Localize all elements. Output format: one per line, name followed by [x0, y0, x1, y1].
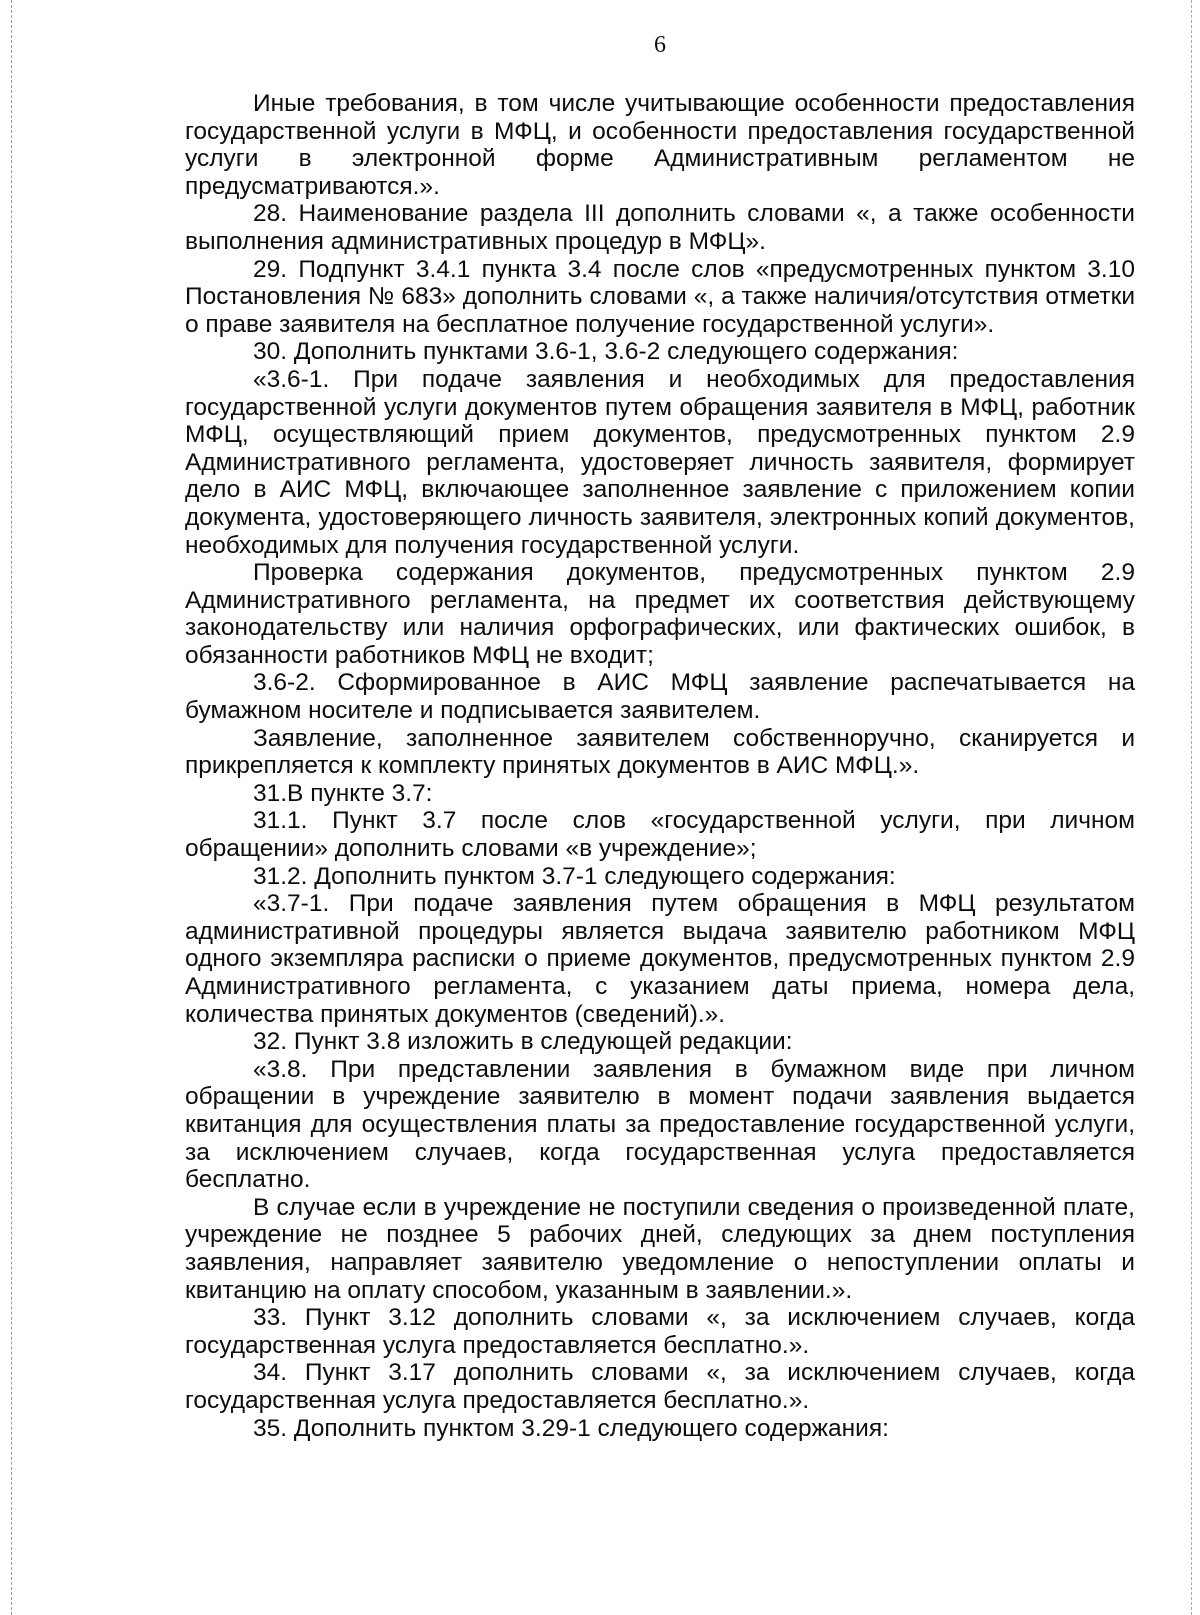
paragraph: 30. Дополнить пунктами 3.6-1, 3.6-2 следующего содержания: — [253, 338, 959, 366]
paragraph: «3.6-1. При подаче заявления и необходимых для предоставления государственной услуги документов путем обращения заявителя в МФЦ, работник МФЦ, осуществляющий прием документов, предусмотренных пунктом 2.9 Административного регламента, удостоверяет личность заявителя, формирует дело в АИС МФЦ, включающее заполненное заявление с приложением копии документа, удостоверяющего личность заявителя, электронных копий документов, необходимых для получения государственной услуги. — [185, 365, 1135, 559]
paragraph: 31.1. Пункт 3.7 после слов «государственной услуги, при личном обращении» дополнить словами «в учреждение»; — [185, 807, 1135, 863]
paragraph: Иные требования, в том числе учитывающие особенности предоставления государственной услуги в МФЦ, и особенности предоставления государственной услуги в электронной форме Административным регламентом не предусматриваются.». — [185, 90, 1135, 200]
paragraph: «3.8. При представлении заявления в бумажном виде при личном обращении в учреждение заявителю в момент подачи заявления выдается квитанция для осуществления платы за предоставление государственной услуги, за исключением случаев, когда государственная услуга предоставляется бесплатно. — [185, 1055, 1135, 1194]
paragraph: 35. Дополнить пунктом 3.29-1 следующего содержания: — [253, 1414, 889, 1442]
page-number: 6 — [654, 32, 666, 58]
scan-edge-left — [11, 0, 12, 1615]
paragraph: Заявление, заполненное заявителем собственноручно, сканируется и прикрепляется к комплекту принятых документов в АИС МФЦ.». — [185, 724, 1135, 780]
paragraph: 31.2. Дополнить пунктом 3.7-1 следующего содержания: — [253, 862, 896, 890]
paragraph: 34. Пункт 3.17 дополнить словами «, за исключением случаев, когда государственная услуга предоставляется бесплатно.». — [185, 1359, 1135, 1414]
paragraph: 32. Пункт 3.8 изложить в следующей редакции: — [253, 1028, 793, 1056]
paragraph: 28. Наименование раздела III дополнить словами «, а также особенности выполнения административных процедур в МФЦ». — [185, 200, 1135, 255]
paragraph: Проверка содержания документов, предусмотренных пунктом 2.9 Административного регламента, на предмет их соответствия действующему законодательству или наличия орфографических, или фактических ошибок, в обязанности работников МФЦ не входит; — [185, 559, 1135, 669]
document-body — [185, 90, 1135, 1442]
paragraph: 31.В пункте 3.7: — [253, 779, 433, 807]
scan-edge-right — [1191, 0, 1192, 1615]
paragraph: 29. Подпункт 3.4.1 пункта 3.4 после слов «предусмотренных пунктом 3.10 Постановления № 683» дополнить словами «, а также наличия/отсутствия отметки о праве заявителя на бесплатное получение государственной услуги». — [185, 255, 1135, 338]
paragraph: 33. Пункт 3.12 дополнить словами «, за исключением случаев, когда государственная услуга предоставляется бесплатно.». — [185, 1304, 1135, 1359]
paragraph: «3.7-1. При подаче заявления путем обращения в МФЦ результатом административной процедуры является выдача заявителю работником МФЦ одного экземпляра расписки о приеме документов, предусмотренных пунктом 2.9 Административного регламента, с указанием даты приема, номера дела, количества принятых документов (сведений).». — [185, 890, 1135, 1028]
paragraph: 3.6-2. Сформированное в АИС МФЦ заявление распечатывается на бумажном носителе и подписывается заявителем. — [185, 669, 1135, 725]
paragraph: В случае если в учреждение не поступили сведения о произведенной плате, учреждение не позднее 5 рабочих дней, следующих за днем поступления заявления, направляет заявителю уведомление о непоступлении оплаты и квитанцию на оплату способом, указанным в заявлении.». — [185, 1193, 1135, 1304]
